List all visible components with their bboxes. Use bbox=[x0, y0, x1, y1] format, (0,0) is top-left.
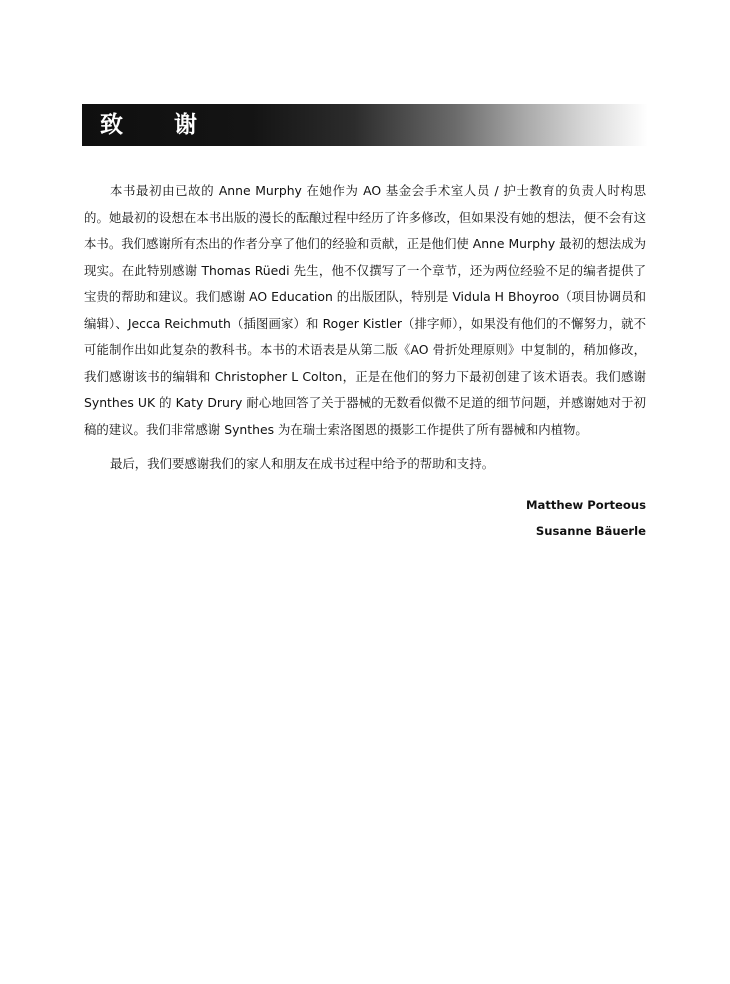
paragraph-2: 最后，我们要感谢我们的家人和朋友在成书过程中给予的帮助和支持。 bbox=[110, 456, 495, 471]
signature-block bbox=[84, 492, 646, 544]
signature-2: Susanne Bäuerle bbox=[535, 524, 646, 538]
section-title-banner bbox=[82, 104, 648, 146]
signature-1: Matthew Porteous bbox=[525, 498, 646, 512]
page-title: 致 谢 bbox=[100, 111, 211, 138]
paragraph-1: 本书最初由已故的 Anne Murphy 在她作为 AO 基金会手术室人员 / 护士教育的负责人时构思的。她最初的设想在本书出版的漫长的酝酿过程中经历了许多修改，但如果没有她的想法，便不会有这本书。我们感谢所有杰出的作者分享了他们的经验和贡献，正是他们使 Anne Murphy 最初的想法成为现实。在此特别感谢 Thomas Rüedi 先生，他不仅撰写了一个章节，还为两位经验不足的编者提供了宝贵的帮助和建议。我们感谢 AO Education 的出版团队，特别是 Vidula H Bhoyroo（项目协调员和编辑）、Jecca Reichmuth（插图画家）和 Roger Kistler（排字师），如果没有他们的不懈努力，就不可能制作出如此复杂的教科书。本书的术语表是从第二版《AO 骨折处理原则》中复制的，稍加修改，我们感谢该书的编辑和 Christopher L Colton，正是在他们的努力下最初创建了该术语表。我们感谢 Synthes UK 的 Katy Drury 耐心地回答了关于器械的无数看似微不足道的细节问题，并感谢她对于初稿的建议。我们非常感谢 Synthes 为在瑞士索洛图恩的摄影工作提供了所有器械和内植物。 bbox=[84, 183, 646, 437]
body-text bbox=[84, 178, 646, 478]
